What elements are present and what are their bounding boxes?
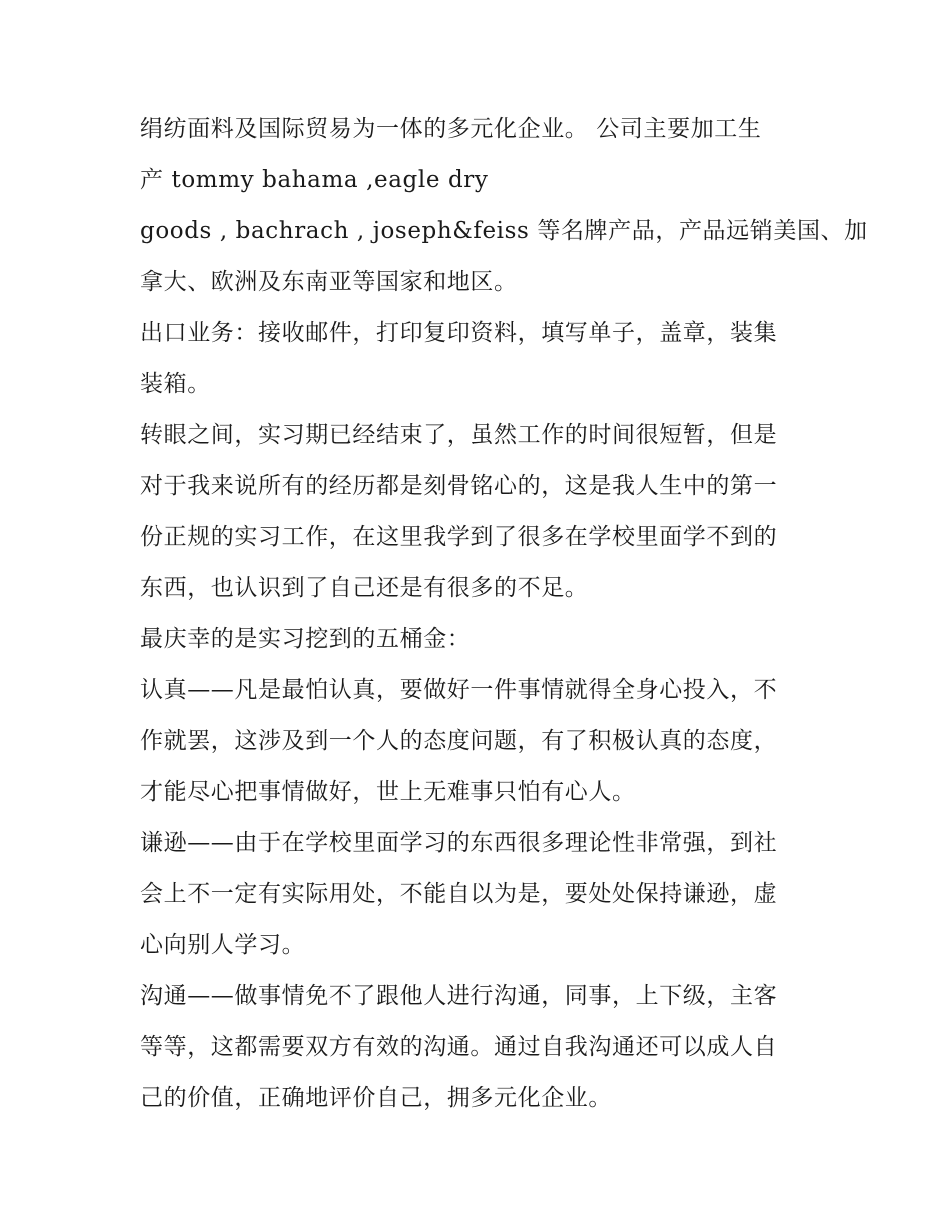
- document-body: [140, 104, 868, 1124]
- text-line: 绢纺面料及国际贸易为一体的多元化企业。 公司主要加工生: [140, 116, 762, 142]
- text-line: 才能尽心把事情做好，世上无难事只怕有心人。: [140, 779, 636, 805]
- text-line: 装箱。: [140, 371, 211, 397]
- text-line: 己的价值，正确地评价自己，拥多元化企业。: [140, 1085, 612, 1111]
- text-line: 谦逊——由于在学校里面学习的东西很多理论性非常强，到社: [140, 830, 778, 856]
- text-line: 产 tommy bahama ,eagle dry: [140, 167, 489, 193]
- text-line: 认真——凡是最怕认真，要做好一件事情就得全身心投入，不: [140, 677, 778, 703]
- text-line: 等等，这都需要双方有效的沟通。通过自我沟通还可以成人自: [140, 1034, 778, 1060]
- text-line: 对于我来说所有的经历都是刻骨铭心的，这是我人生中的第一: [140, 473, 778, 499]
- text-line: 最庆幸的是实习挖到的五桶金：: [140, 626, 471, 652]
- text-line: 会上不一定有实际用处，不能自以为是，要处处保持谦逊，虚: [140, 881, 778, 907]
- text-line: 拿大、欧洲及东南亚等国家和地区。: [140, 269, 518, 295]
- text-line: 作就罢，这涉及到一个人的态度问题，有了积极认真的态度，: [140, 728, 778, 754]
- text-line: 出口业务：接收邮件，打印复印资料，填写单子，盖章，装集: [140, 320, 778, 346]
- text-line: 心向别人学习。: [140, 932, 306, 958]
- text-line: 转眼之间，实习期已经结束了，虽然工作的时间很短暂，但是: [140, 422, 778, 448]
- text-line: 东西，也认识到了自己还是有很多的不足。: [140, 575, 589, 601]
- text-line: 沟通——做事情免不了跟他人进行沟通，同事，上下级，主客: [140, 983, 778, 1009]
- text-line: goods , bachrach , joseph&feiss 等名牌产品，产品远销美国、加: [140, 218, 868, 244]
- text-line: 份正规的实习工作，在这里我学到了很多在学校里面学不到的: [140, 524, 778, 550]
